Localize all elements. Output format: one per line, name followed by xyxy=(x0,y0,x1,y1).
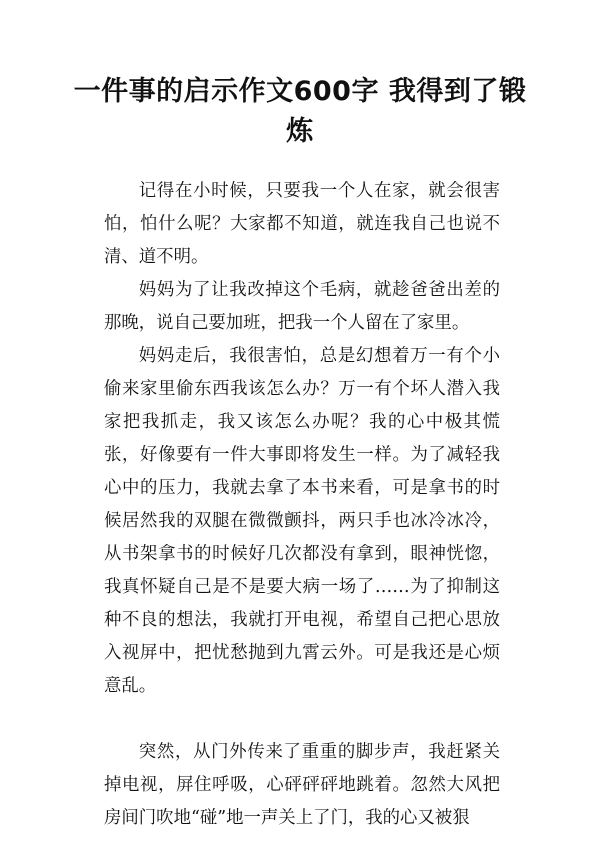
paragraph-3: 妈妈走后，我很害怕，总是幻想着万一有个小偷来家里偷东西我该怎么办？万一有个坏人潜入我家把我抓走，我又该怎么办呢？我的心中极其慌张，好像要有一件大事即将发生一样。为了减轻我心中的压力，我就去拿了本书来看，可是拿书的时候居然我的双腿在微微颤抖，两只手也冰冷冰冷，从书架拿书的时候好几次都没有拿到，眼神恍惚，我真怀疑自己是不是要大病一场了……为了抑制这种不良的想法，我就打开电视，希望自己把心思放入视屏中，把忧愁抛到九霄云外。可是我还是心烦意乱。 xyxy=(104,346,500,696)
paragraph-1: 记得在小时候，只要我一个人在家，就会很害怕，怕什么呢？大家都不知道，就连我自己也说不清、道不明。 xyxy=(104,181,500,267)
paragraph-2: 妈妈为了让我改掉这个毛病，就趁爸爸出差的那晚，说自己要加班，把我一个人留在了家里。 xyxy=(104,280,500,333)
document-body xyxy=(104,175,500,835)
paragraph-4: 突然，从门外传来了重重的脚步声，我赶紧关掉电视，屏住呼吸，心砰砰砰地跳着。忽然大风把房间门吹地“碰”地一声关上了门，我的心又被狠 xyxy=(104,742,500,828)
document-title: 一件事的启示作文600字 我得到了锻炼 xyxy=(73,76,527,147)
